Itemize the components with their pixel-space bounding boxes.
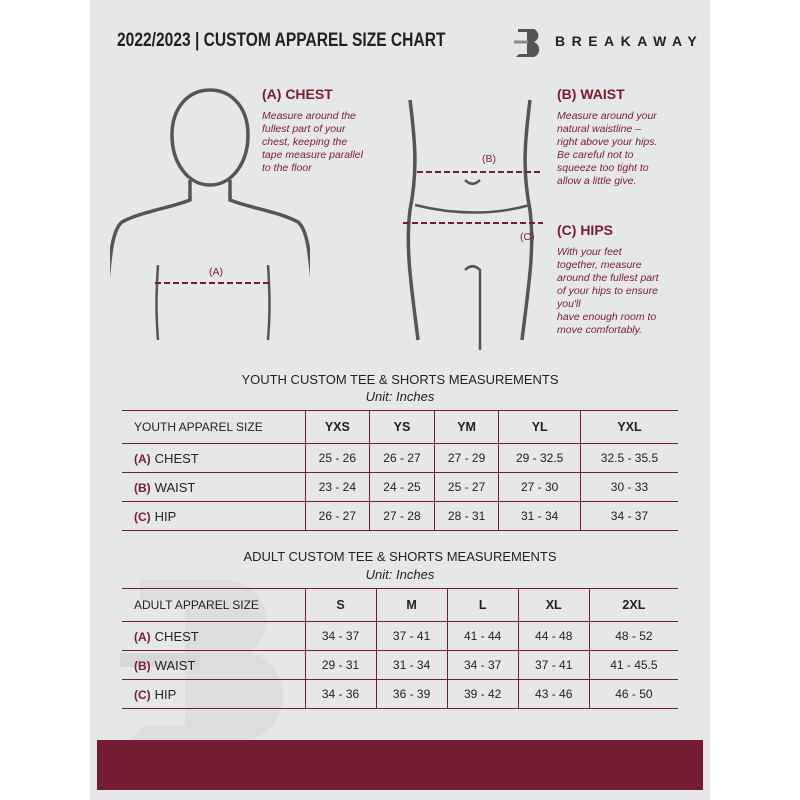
- measurement-cell: 25 - 26: [305, 444, 370, 473]
- youth-unit: Unit: Inches: [365, 389, 435, 404]
- footer-band: [97, 740, 703, 790]
- row-name: HIP: [154, 686, 177, 702]
- waist-marker: (B): [482, 153, 496, 165]
- measurement-cell: 43 - 46: [518, 680, 589, 709]
- row-label: [122, 473, 305, 502]
- adult-unit: Unit: Inches: [365, 567, 435, 582]
- waist-heading: (B) WAIST: [557, 86, 625, 102]
- description-line: of your hips to ensure: [557, 285, 658, 297]
- measurement-cell: 41 - 45.5: [589, 651, 678, 680]
- size-column-header: 2XL: [589, 589, 678, 622]
- table-row: [122, 651, 678, 680]
- hips-heading: (C) HIPS: [557, 222, 613, 238]
- description-line: right above your hips.: [557, 136, 658, 148]
- size-column-header: XL: [518, 589, 589, 622]
- row-label: [122, 622, 305, 651]
- measurement-cell: 28 - 31: [434, 502, 499, 531]
- description-line: natural waistline –: [557, 123, 642, 135]
- table-row: [122, 444, 678, 473]
- description-line: together, measure: [557, 259, 642, 271]
- hips-description: [557, 246, 659, 337]
- measurement-cell: 27 - 29: [434, 444, 499, 473]
- chest-heading: (A) CHEST: [262, 86, 333, 102]
- measurement-cell: 23 - 24: [305, 473, 370, 502]
- description-line: Be careful not to: [557, 149, 634, 161]
- description-line: chest, keeping the: [262, 136, 348, 148]
- adult-table-title: ADULT CUSTOM TEE & SHORTS MEASUREMENTS: [243, 549, 557, 564]
- lower-body-illustration: [395, 95, 555, 355]
- page-title: 2022/2023 | CUSTOM APPAREL SIZE CHART: [117, 30, 446, 51]
- waist-guide: [557, 86, 657, 188]
- row-letter: (B): [134, 480, 151, 495]
- row-name: WAIST: [154, 479, 196, 495]
- chest-marker: (A): [209, 266, 223, 278]
- chest-guide: [262, 86, 363, 175]
- description-line: tape measure parallel: [262, 149, 363, 161]
- hips-marker: (C): [520, 231, 535, 243]
- size-column-header: YS: [370, 411, 435, 444]
- description-line: around the fullest part: [557, 272, 659, 284]
- measurement-cell: 29 - 31: [305, 651, 376, 680]
- row-letter: (A): [134, 451, 151, 466]
- measurement-cell: 32.5 - 35.5: [580, 444, 678, 473]
- youth-table-title: YOUTH CUSTOM TEE & SHORTS MEASUREMENTS: [241, 372, 559, 387]
- measurement-cell: 26 - 27: [370, 444, 435, 473]
- size-header-row: [122, 589, 678, 622]
- size-column-header: YM: [434, 411, 499, 444]
- measurement-cell: 30 - 33: [580, 473, 678, 502]
- measurement-cell: 31 - 34: [376, 651, 447, 680]
- measurement-cell: 37 - 41: [518, 651, 589, 680]
- measurement-cell: 37 - 41: [376, 622, 447, 651]
- size-column-header: YXL: [580, 411, 678, 444]
- row-letter: (C): [134, 509, 151, 524]
- waist-description: [557, 110, 657, 188]
- row-label: [122, 502, 305, 531]
- measurement-cell: 39 - 42: [447, 680, 518, 709]
- measurement-cell: 25 - 27: [434, 473, 499, 502]
- measurement-cell: 26 - 27: [305, 502, 370, 531]
- brand-name: BREAKAWAY: [555, 33, 704, 49]
- chest-description: [262, 110, 363, 175]
- measurement-cell: 24 - 25: [370, 473, 435, 502]
- description-line: Measure around the: [262, 110, 356, 122]
- size-column-header: L: [447, 589, 518, 622]
- size-column-header: YL: [499, 411, 581, 444]
- description-line: move comfortably.: [557, 324, 642, 336]
- measurement-cell: 48 - 52: [589, 622, 678, 651]
- row-label: [122, 444, 305, 473]
- row-letter: (C): [134, 687, 151, 702]
- row-name: WAIST: [154, 657, 196, 673]
- row-label: [122, 680, 305, 709]
- description-line: allow a little give.: [557, 175, 637, 187]
- description-line: Measure around your: [557, 110, 657, 122]
- adult-size-table: [122, 588, 678, 709]
- table-row: [122, 622, 678, 651]
- hips-guide: [557, 222, 659, 337]
- measurement-cell: 34 - 37: [447, 651, 518, 680]
- row-label: [122, 651, 305, 680]
- measurement-cell: 34 - 36: [305, 680, 376, 709]
- description-line: squeeze too tight to: [557, 162, 649, 174]
- size-column-header: M: [376, 589, 447, 622]
- measurement-cell: 27 - 28: [370, 502, 435, 531]
- measurement-cell: 46 - 50: [589, 680, 678, 709]
- table-row: [122, 680, 678, 709]
- size-column-header: YXS: [305, 411, 370, 444]
- measurement-cell: 31 - 34: [499, 502, 581, 531]
- row-name: CHEST: [154, 450, 199, 466]
- row-letter: (A): [134, 629, 151, 644]
- size-label: ADULT APPAREL SIZE: [134, 598, 259, 612]
- measurement-cell: 34 - 37: [305, 622, 376, 651]
- measurement-cell: 27 - 30: [499, 473, 581, 502]
- measurement-cell: 44 - 48: [518, 622, 589, 651]
- row-name: HIP: [154, 508, 177, 524]
- description-line: you'll: [557, 298, 581, 310]
- breakaway-logo-icon: [512, 25, 546, 59]
- size-column-header: S: [305, 589, 376, 622]
- measurement-cell: 36 - 39: [376, 680, 447, 709]
- description-line: have enough room to: [557, 311, 657, 323]
- description-line: to the floor: [262, 162, 312, 174]
- measurement-cell: 34 - 37: [580, 502, 678, 531]
- table-row: [122, 502, 678, 531]
- row-name: CHEST: [154, 628, 199, 644]
- description-line: With your feet: [557, 246, 622, 258]
- size-label: YOUTH APPAREL SIZE: [134, 420, 263, 434]
- youth-size-table: [122, 410, 678, 531]
- row-letter: (B): [134, 658, 151, 673]
- measurement-cell: 29 - 32.5: [499, 444, 581, 473]
- description-line: fullest part of your: [262, 123, 346, 135]
- measurement-cell: 41 - 44: [447, 622, 518, 651]
- table-row: [122, 473, 678, 502]
- size-header-row: [122, 411, 678, 444]
